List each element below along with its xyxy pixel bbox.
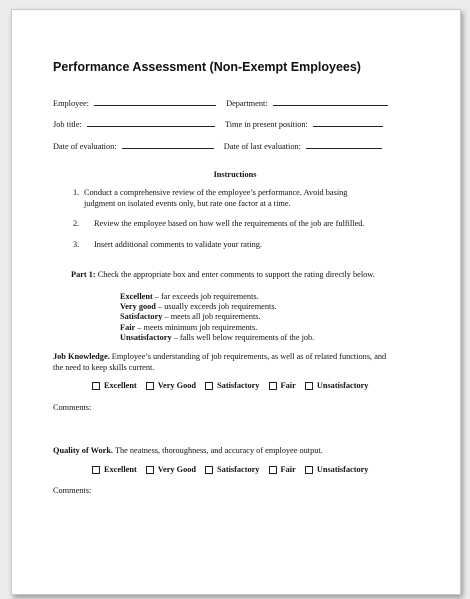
comments-label: Comments: — [53, 486, 92, 495]
checkbox-icon[interactable] — [269, 382, 277, 390]
checkbox-satisfactory[interactable] — [205, 465, 259, 474]
field-row-3 — [53, 140, 382, 151]
rating-desc: – far exceeds job requirements. — [152, 292, 259, 301]
employee-field[interactable] — [94, 97, 216, 106]
checkbox-fair[interactable] — [269, 465, 296, 474]
time-in-position-field[interactable] — [313, 118, 383, 127]
rating-definition — [120, 302, 314, 312]
option-label: Fair — [280, 381, 296, 390]
checkbox-icon[interactable] — [146, 466, 154, 474]
quality-of-work-section — [53, 446, 398, 457]
rating-desc: – meets minimum job requirements. — [135, 322, 258, 332]
checkbox-icon[interactable] — [205, 466, 213, 474]
option-label: Fair — [280, 465, 296, 474]
instruction-text: Conduct a comprehensive review of the employee’s performance. Avoid basing — [84, 188, 348, 197]
instruction-text: judgment on isolated events only, but rate one factor at a time. — [84, 198, 291, 208]
rating-definitions — [120, 292, 314, 343]
checkbox-icon[interactable] — [146, 382, 154, 390]
rating-desc: – meets all job requirements. — [162, 312, 261, 322]
instruction-number: 2. — [73, 219, 80, 228]
department-label: Department: — [226, 99, 268, 108]
department-field[interactable] — [273, 97, 388, 106]
job-knowledge-rating-row — [92, 381, 375, 392]
field-row-2 — [53, 118, 383, 129]
checkbox-icon[interactable] — [305, 382, 313, 390]
employee-label: Employee: — [53, 99, 89, 108]
option-label: Excellent — [104, 381, 137, 390]
rating-desc: – falls well below requirements of the job. — [171, 332, 315, 342]
option-label: Very Good — [157, 381, 196, 390]
instruction-number: 1. — [73, 188, 80, 197]
job-knowledge-section — [53, 352, 398, 373]
rating-definition — [120, 323, 314, 333]
quality-of-work-text: The neatness, thoroughness, and accuracy of employee output. — [113, 446, 323, 455]
part1-instruction — [71, 270, 375, 281]
checkbox-very-good[interactable] — [146, 465, 196, 474]
instruction-item — [84, 188, 347, 209]
instruction-number: 3. — [73, 240, 80, 249]
option-label: Satisfactory — [217, 465, 260, 474]
instructions-heading: Instructions — [213, 170, 257, 179]
quality-of-work-rating-row — [92, 465, 375, 476]
field-row-1 — [53, 97, 388, 108]
checkbox-icon[interactable] — [92, 382, 100, 390]
job-title-field[interactable] — [87, 118, 215, 127]
rating-term: Very good — [120, 302, 156, 312]
rating-definition — [120, 333, 314, 343]
option-label: Unsatisfactory — [316, 381, 369, 390]
option-label: Satisfactory — [217, 381, 260, 390]
checkbox-unsatisfactory[interactable] — [305, 381, 369, 390]
checkbox-icon[interactable] — [269, 466, 277, 474]
quality-of-work-heading: Quality of Work. — [53, 446, 114, 455]
rating-definition — [120, 312, 314, 322]
checkbox-unsatisfactory[interactable] — [305, 465, 369, 474]
date-of-evaluation-label: Date of evaluation: — [53, 142, 117, 151]
date-of-last-evaluation-field[interactable] — [306, 140, 382, 149]
option-label: Very Good — [157, 465, 196, 474]
instruction-text: Insert additional comments to validate your rating. — [94, 240, 262, 249]
checkbox-very-good[interactable] — [146, 381, 196, 390]
part1-text: Check the appropriate box and enter comments to support the rating directly below. — [97, 270, 375, 279]
instruction-text: Review the employee based on how well the requirements of the job are fulfilled. — [94, 219, 365, 228]
time-in-position-label: Time in present position: — [224, 120, 308, 129]
rating-definition — [120, 292, 314, 302]
checkbox-icon[interactable] — [92, 466, 100, 474]
checkbox-icon[interactable] — [305, 466, 313, 474]
rating-desc: – usually exceeds job requirements. — [155, 302, 277, 312]
job-title-label: Job title: — [53, 120, 82, 129]
job-knowledge-text: Employee’s understanding of job requirements, as well as of related functions, and the need to keep skills current. — [53, 352, 387, 372]
checkbox-excellent[interactable] — [92, 465, 137, 474]
option-label: Excellent — [104, 465, 137, 474]
job-knowledge-heading: Job Knowledge. — [53, 352, 110, 361]
date-of-last-evaluation-label: Date of last evaluation: — [223, 142, 301, 151]
date-of-evaluation-field[interactable] — [122, 140, 214, 149]
checkbox-icon[interactable] — [205, 382, 213, 390]
checkbox-excellent[interactable] — [92, 381, 137, 390]
comments-label: Comments: — [53, 403, 92, 412]
page-title: Performance Assessment (Non-Exempt Employees) — [53, 60, 361, 74]
rating-term: Excellent — [120, 292, 153, 301]
checkbox-satisfactory[interactable] — [205, 381, 259, 390]
option-label: Unsatisfactory — [316, 465, 369, 474]
rating-term: Fair — [120, 322, 136, 332]
checkbox-fair[interactable] — [269, 381, 296, 390]
rating-term: Satisfactory — [120, 312, 163, 322]
rating-term: Unsatisfactory — [120, 332, 172, 342]
part1-label: Part 1: — [71, 270, 96, 279]
